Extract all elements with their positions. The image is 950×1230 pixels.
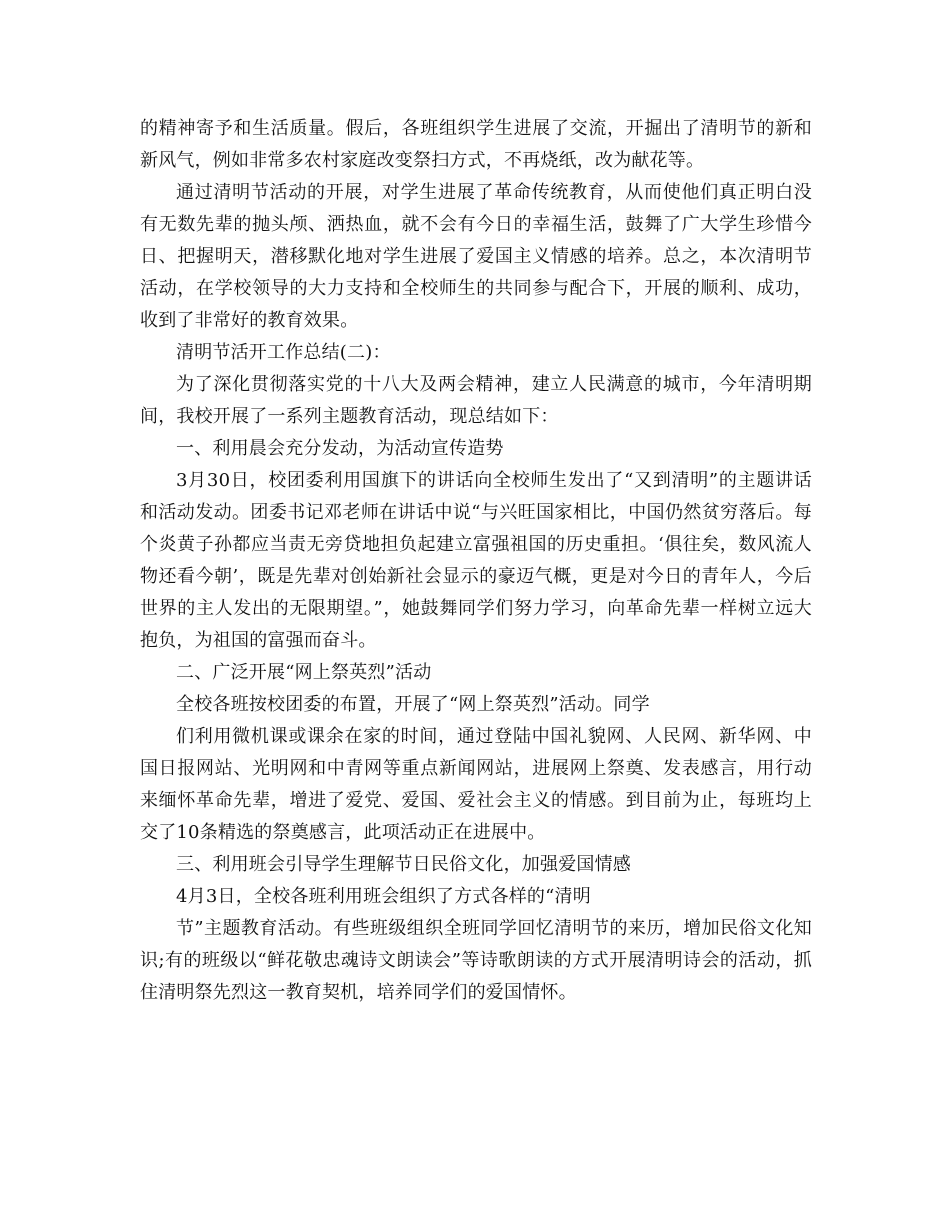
section-heading: 一、利用晨会充分发动，为活动宣传造势 bbox=[176, 438, 504, 459]
paragraph: 的精神寄予和生活质量。假后，各班组织学生进展了交流，开掘出了清明节的新和新风气，例如非常多农村家庭改变祭扫方式，不再烧纸，改为献花等。 bbox=[140, 118, 812, 171]
paragraph: 为了深化贯彻落实党的十八大及两会精神，建立人民满意的城市，今年清明期间，我校开展了一系列主题教育活动，现总结如下： bbox=[140, 374, 812, 427]
paragraph: 节”主题教育活动。有些班级组织全班同学回忆清明节的来历，增加民俗文化知识;有的班级以“鲜花敬忠魂诗文朗读会”等诗歌朗读的方式开展清明诗会的活动，抓住清明祭先烈这一教育契机，培养同学们的爱国情怀。 bbox=[140, 918, 812, 1003]
section-title: 清明节活开工作总结(二)： bbox=[176, 342, 391, 363]
document-body bbox=[140, 113, 812, 1009]
paragraph: 3月30日，校团委利用国旗下的讲话向全校师生发出了“又到清明”的主题讲话和活动发动。团委书记邓老师在讲话中说“与兴旺国家相比，中国仍然贫穷落后。每个炎黄子孙都应当责无旁贷地担负起建立富强祖国的历史重担。‘俱往矣，数风流人物还看今朝’，既是先辈对创始新社会显示的豪迈气概，更是对今日的青年人，今后世界的主人发出的无限期望。”，她鼓舞同学们努力学习，向革命先辈一样树立远大抱负，为祖国的富强而奋斗。 bbox=[140, 470, 812, 651]
paragraph: 通过清明节活动的开展，对学生进展了革命传统教育，从而使他们真正明白没有无数先辈的抛头颅、洒热血，就不会有今日的幸福生活，鼓舞了广大学生珍惜今日、把握明天，潜移默化地对学生进展了爱国主义情感的培养。总之，本次清明节活动，在学校领导的大力支持和全校师生的共同参与配合下，开展的顺利、成功，收到了非常好的教育效果。 bbox=[140, 182, 812, 331]
paragraph: 全校各班按校团委的布置，开展了“网上祭英烈”活动。同学 bbox=[176, 694, 650, 715]
paragraph: 们利用微机课或课余在家的时间，通过登陆中国礼貌网、人民网、新华网、中国日报网站、光明网和中青网等重点新闻网站，进展网上祭奠、发表感言，用行动来缅怀革命先辈，增进了爱党、爱国、爱社会主义的情感。到目前为止，每班均上交了10条精选的祭奠感言，此项活动正在进展中。 bbox=[140, 726, 812, 843]
section-heading: 三、利用班会引导学生理解节日民俗文化，加强爱国情感 bbox=[176, 854, 631, 875]
section-heading: 二、广泛开展“网上祭英烈”活动 bbox=[176, 662, 432, 683]
paragraph: 4月3日，全校各班利用班会组织了方式各样的“清明 bbox=[176, 886, 591, 907]
